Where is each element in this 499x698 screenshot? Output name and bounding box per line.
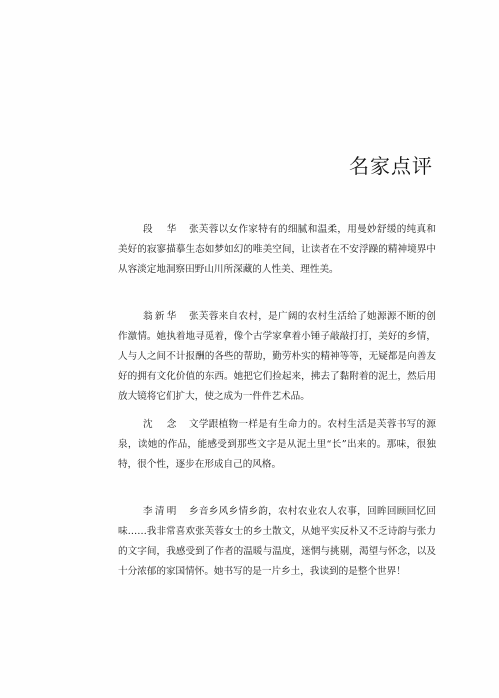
reviewer-name: 沈 念 [143, 419, 179, 430]
review-paragraph [118, 307, 436, 407]
reviewer-name: 翁新华 [143, 311, 179, 322]
review-paragraph [118, 415, 436, 475]
review-text: 乡音乡风乡情乡韵，农村农业农人农事，回眸回顾回忆回味……我非常喜欢张芙蓉女士的乡土散文，从她平实反朴又不乏诗韵与张力的文字间，我感受到了作者的温暖与温度，迷惘与挑剔，渴望与怀念，以及十分浓郁的家国情怀。她书写的是一片乡土，我读到的是整个世界！ [118, 506, 437, 577]
review-text: 张芙蓉以女作家特有的细腻和温柔，用曼妙舒缓的纯真和美好的寂寥描摹生态如梦如幻的唯美空间，让读者在不安浮躁的精神境界中从容淡定地洞察田野山川所深藏的人性美、理性美。 [118, 224, 437, 275]
review-text: 文学跟植物一样是有生命力的。农村生活是芙蓉书写的源泉，读她的作品，能感受到那些文字是从泥土里“长”出来的。那味，很独特，很个性，逐步在形成自己的风格。 [118, 419, 437, 470]
review-text: 张芙蓉来自农村，是广阔的农村生活给了她源源不断的创作激情。她执着地寻觅着，像个古学家拿着小锤子敲敲打打，美好的乡情，人与人之间不计报酬的各些的帮助，勤劳朴实的精神等等，无疑都是向善友好的拥有文化价值的东西。她把它们捡起来，拂去了黏附着的泥土，然后用放大镜将它们扩大，使之成为一件件艺术品。 [118, 311, 437, 402]
reviewer-name: 李清明 [143, 506, 179, 517]
reviewer-name: 段 华 [143, 224, 179, 235]
review-paragraph [118, 220, 436, 280]
section-title: 名家点评 [349, 154, 433, 178]
review-paragraph [118, 502, 436, 582]
